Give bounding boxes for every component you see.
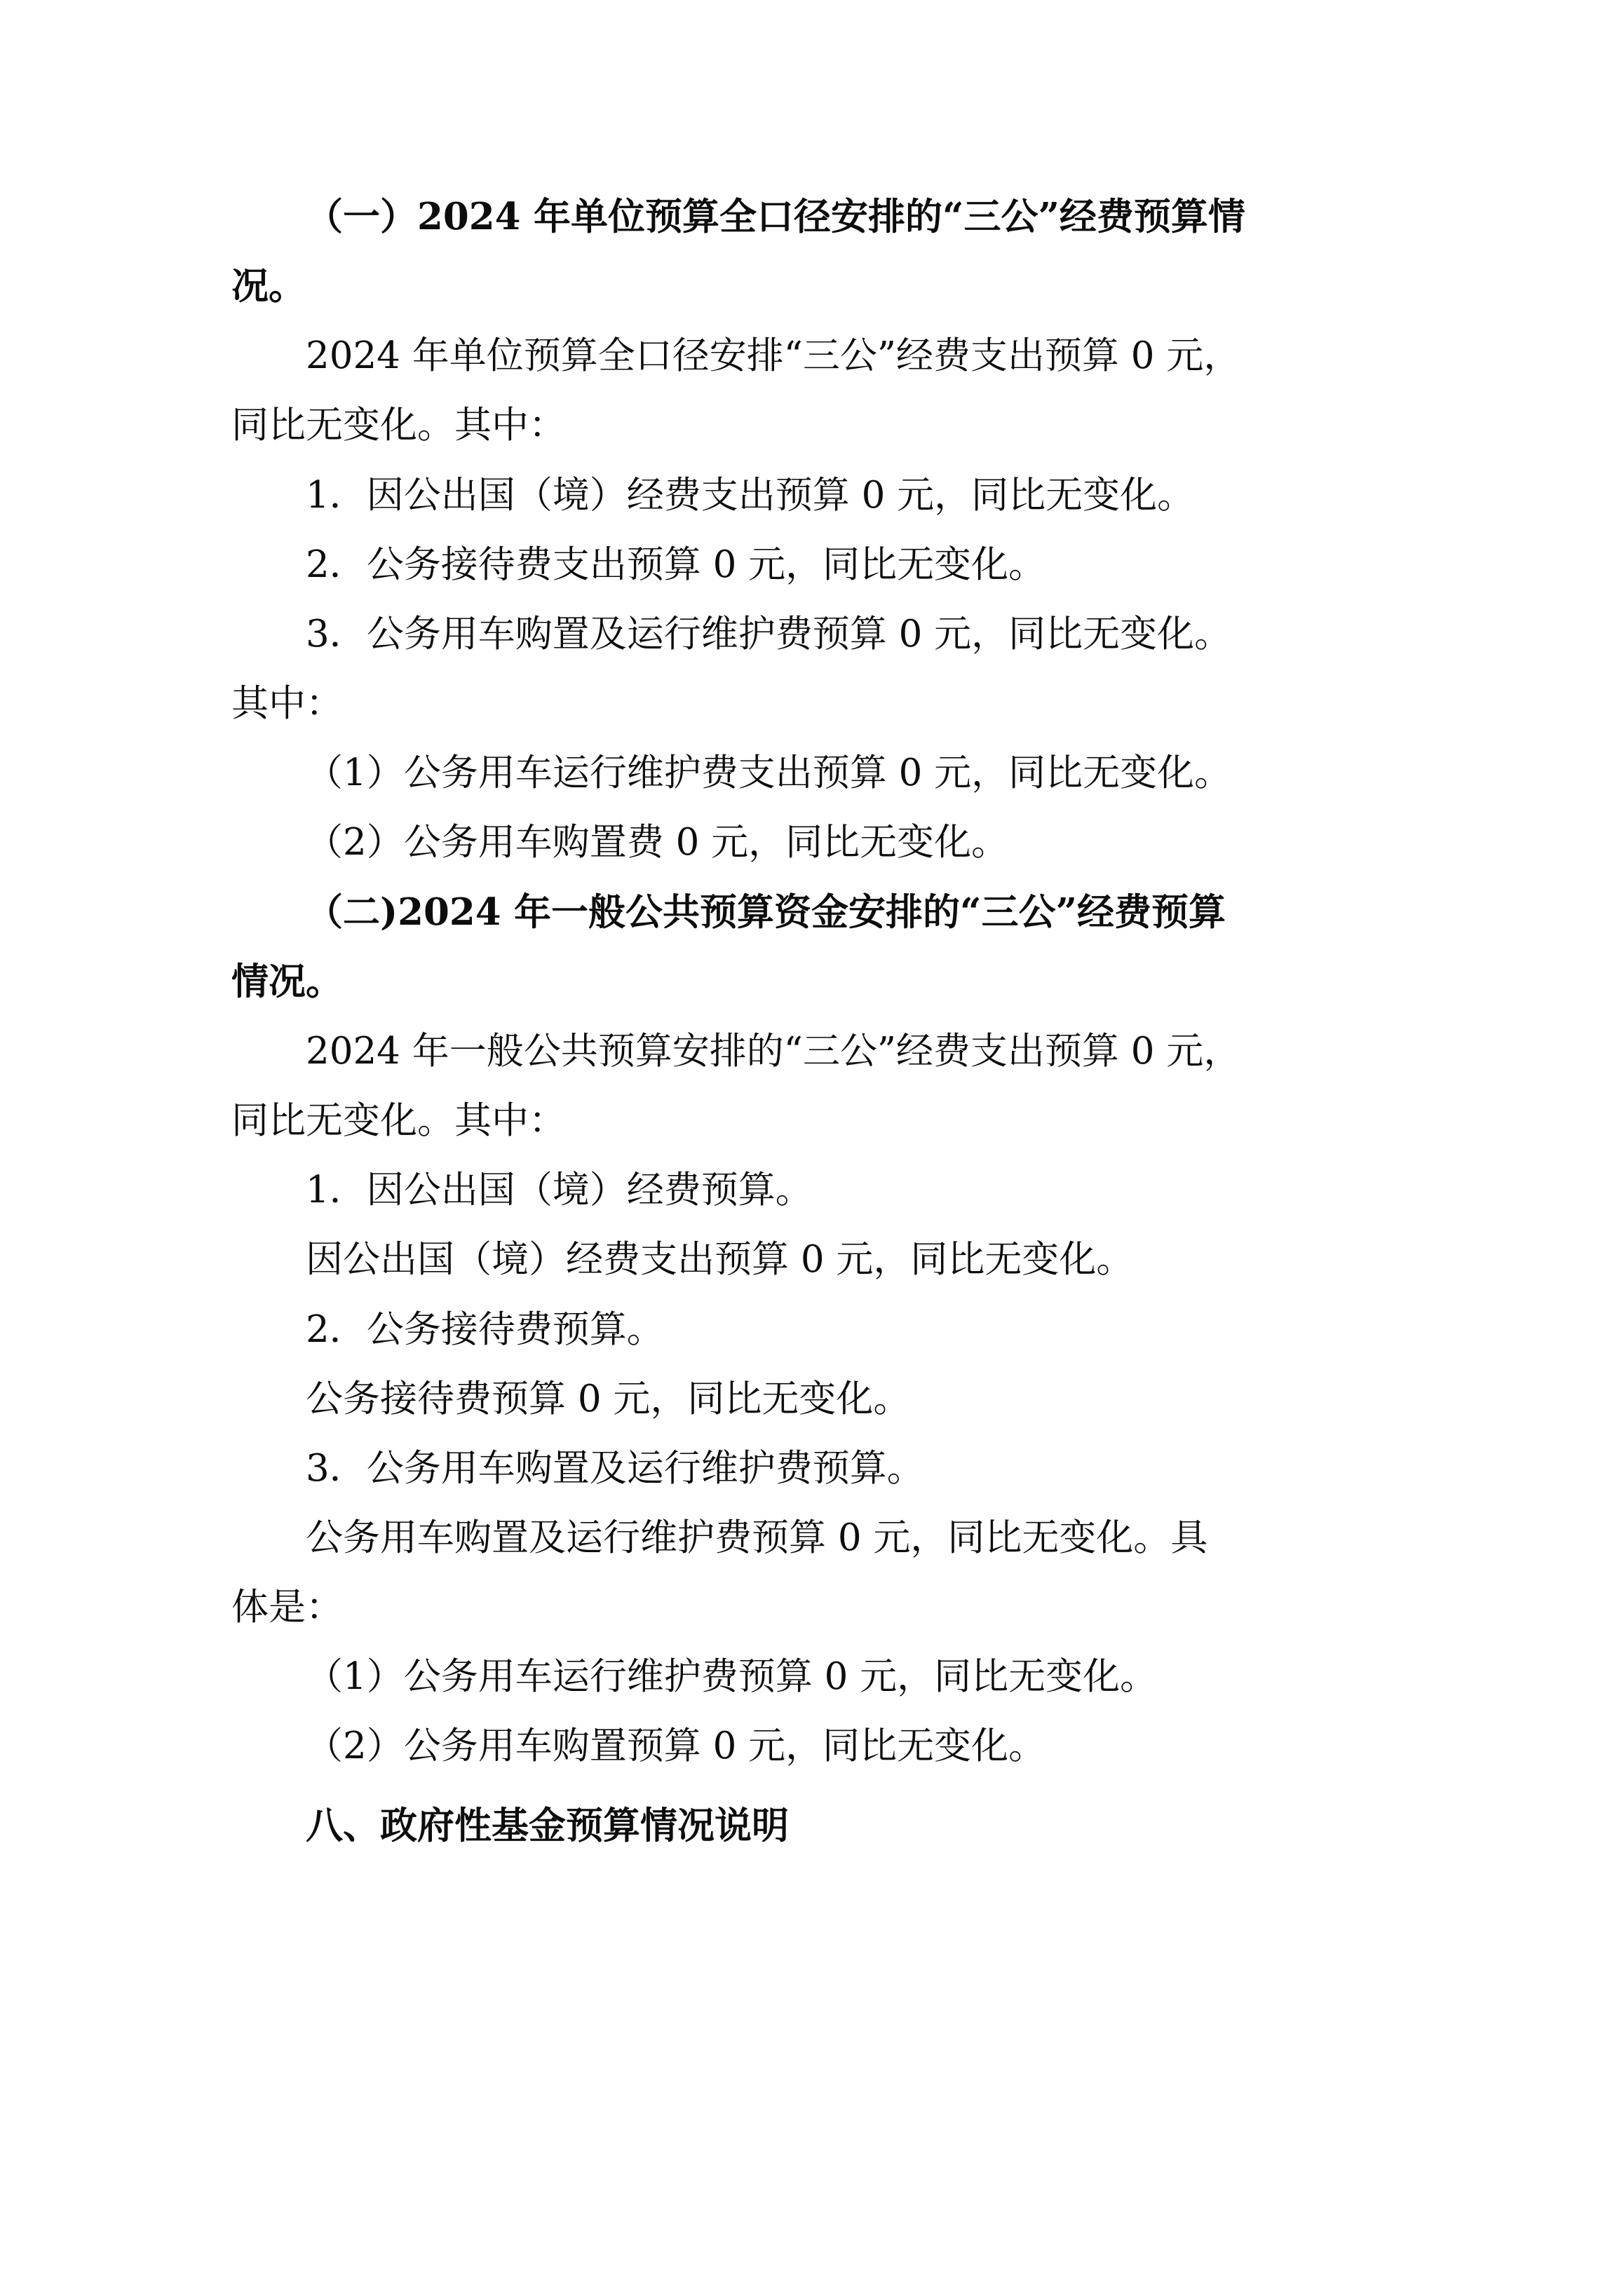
section-heading-8: 八、政府性基金预算情况说明 xyxy=(306,1803,789,1847)
paragraph-general-public-budget: 2024 年一般公共预算安排的“三公”经费支出预算 0 元， xyxy=(306,1029,1241,1073)
subsection-heading-2-cont: 情况。 xyxy=(231,959,343,1003)
list-item-b2-reception-title: 2．公务接待费预算。 xyxy=(306,1307,664,1351)
list-item-3-vehicle-cont: 其中： xyxy=(231,682,343,726)
paragraph-overall-budget-cont: 同比无变化。其中： xyxy=(231,404,566,447)
list-item-b1-overseas-title: 1．因公出国（境）经费预算。 xyxy=(306,1169,813,1212)
list-item-3-vehicle: 3．公务用车购置及运行维护费预算 0 元，同比无变化。 xyxy=(306,612,1232,655)
document-body xyxy=(231,185,1393,1858)
subsection-heading-1: （一）2024 年单位预算全口径安排的“三公”经费预算情 xyxy=(306,195,1245,238)
list-item-b3-1-vehicle-maintenance: （1）公务用车运行维护费预算 0 元，同比无变化。 xyxy=(306,1655,1158,1699)
subsection-heading-1-cont: 况。 xyxy=(231,264,306,308)
list-item-3-2-vehicle-purchase: （2）公务用车购置费 0 元，同比无变化。 xyxy=(306,821,1009,864)
list-item-b3-2-vehicle-purchase: （2）公务用车购置预算 0 元，同比无变化。 xyxy=(306,1725,1046,1768)
subsection-heading-2: （二)2024 年一般公共预算资金安排的“三公”经费预算 xyxy=(306,890,1226,934)
list-item-2-reception: 2．公务接待费支出预算 0 元，同比无变化。 xyxy=(306,543,1046,586)
list-item-1-overseas: 1．因公出国（境）经费支出预算 0 元，同比无变化。 xyxy=(306,473,1195,517)
list-item-b1-overseas-detail: 因公出国（境）经费支出预算 0 元，同比无变化。 xyxy=(306,1238,1134,1282)
list-item-3-1-vehicle-maintenance: （1）公务用车运行维护费支出预算 0 元，同比无变化。 xyxy=(306,752,1232,795)
paragraph-general-public-budget-cont: 同比无变化。其中： xyxy=(231,1099,566,1143)
list-item-b3-vehicle-detail-cont: 体是： xyxy=(231,1586,343,1629)
paragraph-overall-budget: 2024 年单位预算全口径安排“三公”经费支出预算 0 元， xyxy=(306,334,1241,378)
list-item-b3-vehicle-detail: 公务用车购置及运行维护费预算 0 元，同比无变化。具 xyxy=(306,1516,1208,1559)
list-item-b3-vehicle-title: 3．公务用车购置及运行维护费预算。 xyxy=(306,1446,924,1490)
list-item-b2-reception-detail: 公务接待费预算 0 元，同比无变化。 xyxy=(306,1377,911,1420)
